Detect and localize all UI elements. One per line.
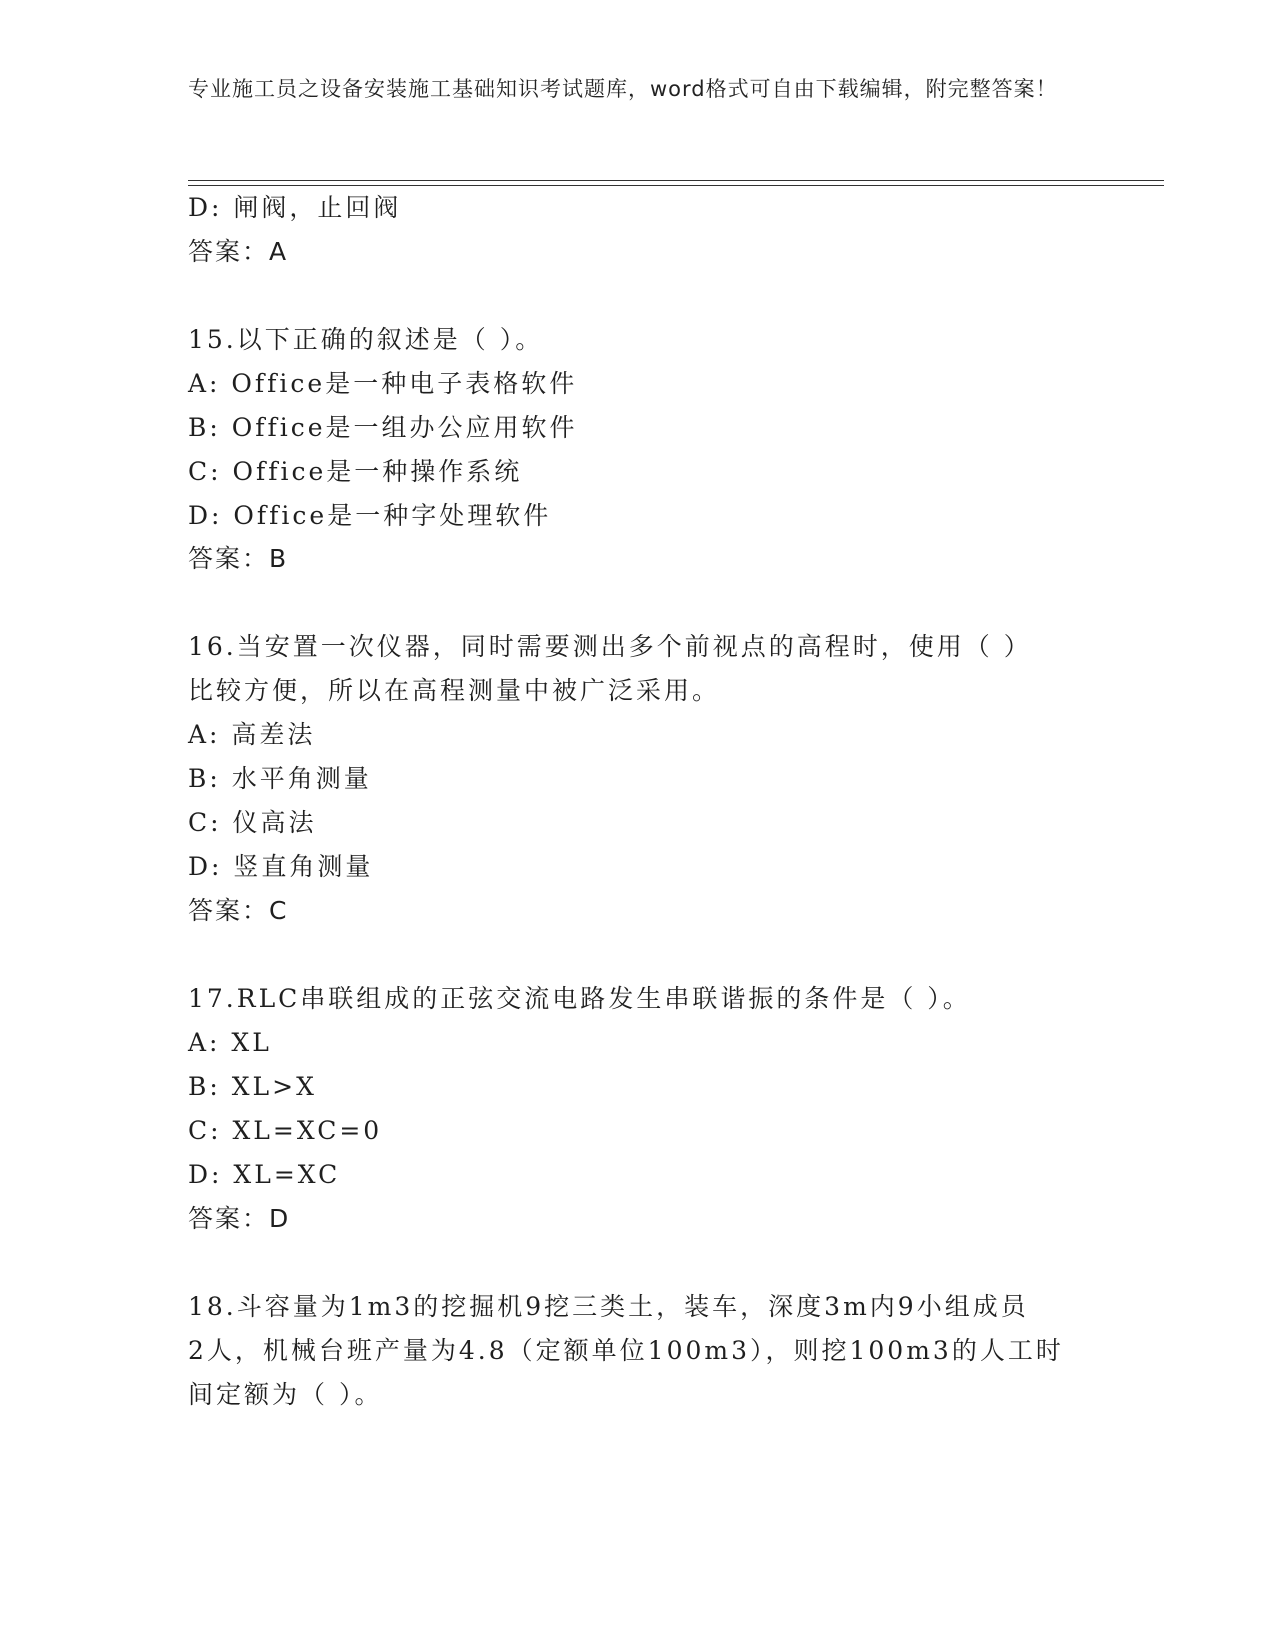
answer-q17: 答案：D xyxy=(188,1204,291,1233)
header-divider-top xyxy=(188,180,1164,181)
question-18-line2: 2人，机械台班产量为4.8（定额单位100m3），则挖100m3的人工时 xyxy=(188,1336,1064,1365)
answer-q16: 答案：C xyxy=(188,896,289,925)
option-b-q17: B: XL>X xyxy=(188,1072,317,1101)
option-b-q16: B: 水平角测量 xyxy=(188,764,372,793)
option-d-q15: D: Office是一种字处理软件 xyxy=(188,501,552,530)
header-divider-bottom xyxy=(188,185,1164,186)
option-d-q16: D: 竖直角测量 xyxy=(188,852,374,881)
question-16-line2: 比较方便，所以在高程测量中被广泛采用。 xyxy=(188,676,721,705)
option-a-q17: A: XL xyxy=(188,1028,272,1057)
document-header: 专业施工员之设备安装施工基础知识考试题库，word格式可自由下载编辑，附完整答案！ xyxy=(188,77,1058,101)
option-c-q16: C: 仪高法 xyxy=(188,808,317,837)
question-18-line3: 间定额为（ ）。 xyxy=(188,1380,383,1409)
question-16-line1: 16.当安置一次仪器，同时需要测出多个前视点的高程时，使用（ ） xyxy=(188,632,1032,661)
option-b-q15: B: Office是一组办公应用软件 xyxy=(188,413,578,442)
answer-q14: 答案：A xyxy=(188,237,289,266)
option-a-q15: A: Office是一种电子表格软件 xyxy=(188,369,578,398)
option-c-q17: C: XL=XC=0 xyxy=(188,1116,383,1145)
question-17: 17.RLC串联组成的正弦交流电路发生串联谐振的条件是（ ）。 xyxy=(188,984,971,1013)
question-18-line1: 18.斗容量为1m3的挖掘机9挖三类土，装车，深度3m内9小组成员 xyxy=(188,1292,1029,1321)
option-d-q17: D: XL=XC xyxy=(188,1160,341,1189)
option-a-q16: A: 高差法 xyxy=(188,720,316,749)
option-d-q14: D: 闸阀，止回阀 xyxy=(188,193,402,222)
answer-q15: 答案：B xyxy=(188,544,289,573)
option-c-q15: C: Office是一种操作系统 xyxy=(188,457,523,486)
question-15: 15.以下正确的叙述是（ ）。 xyxy=(188,325,544,354)
